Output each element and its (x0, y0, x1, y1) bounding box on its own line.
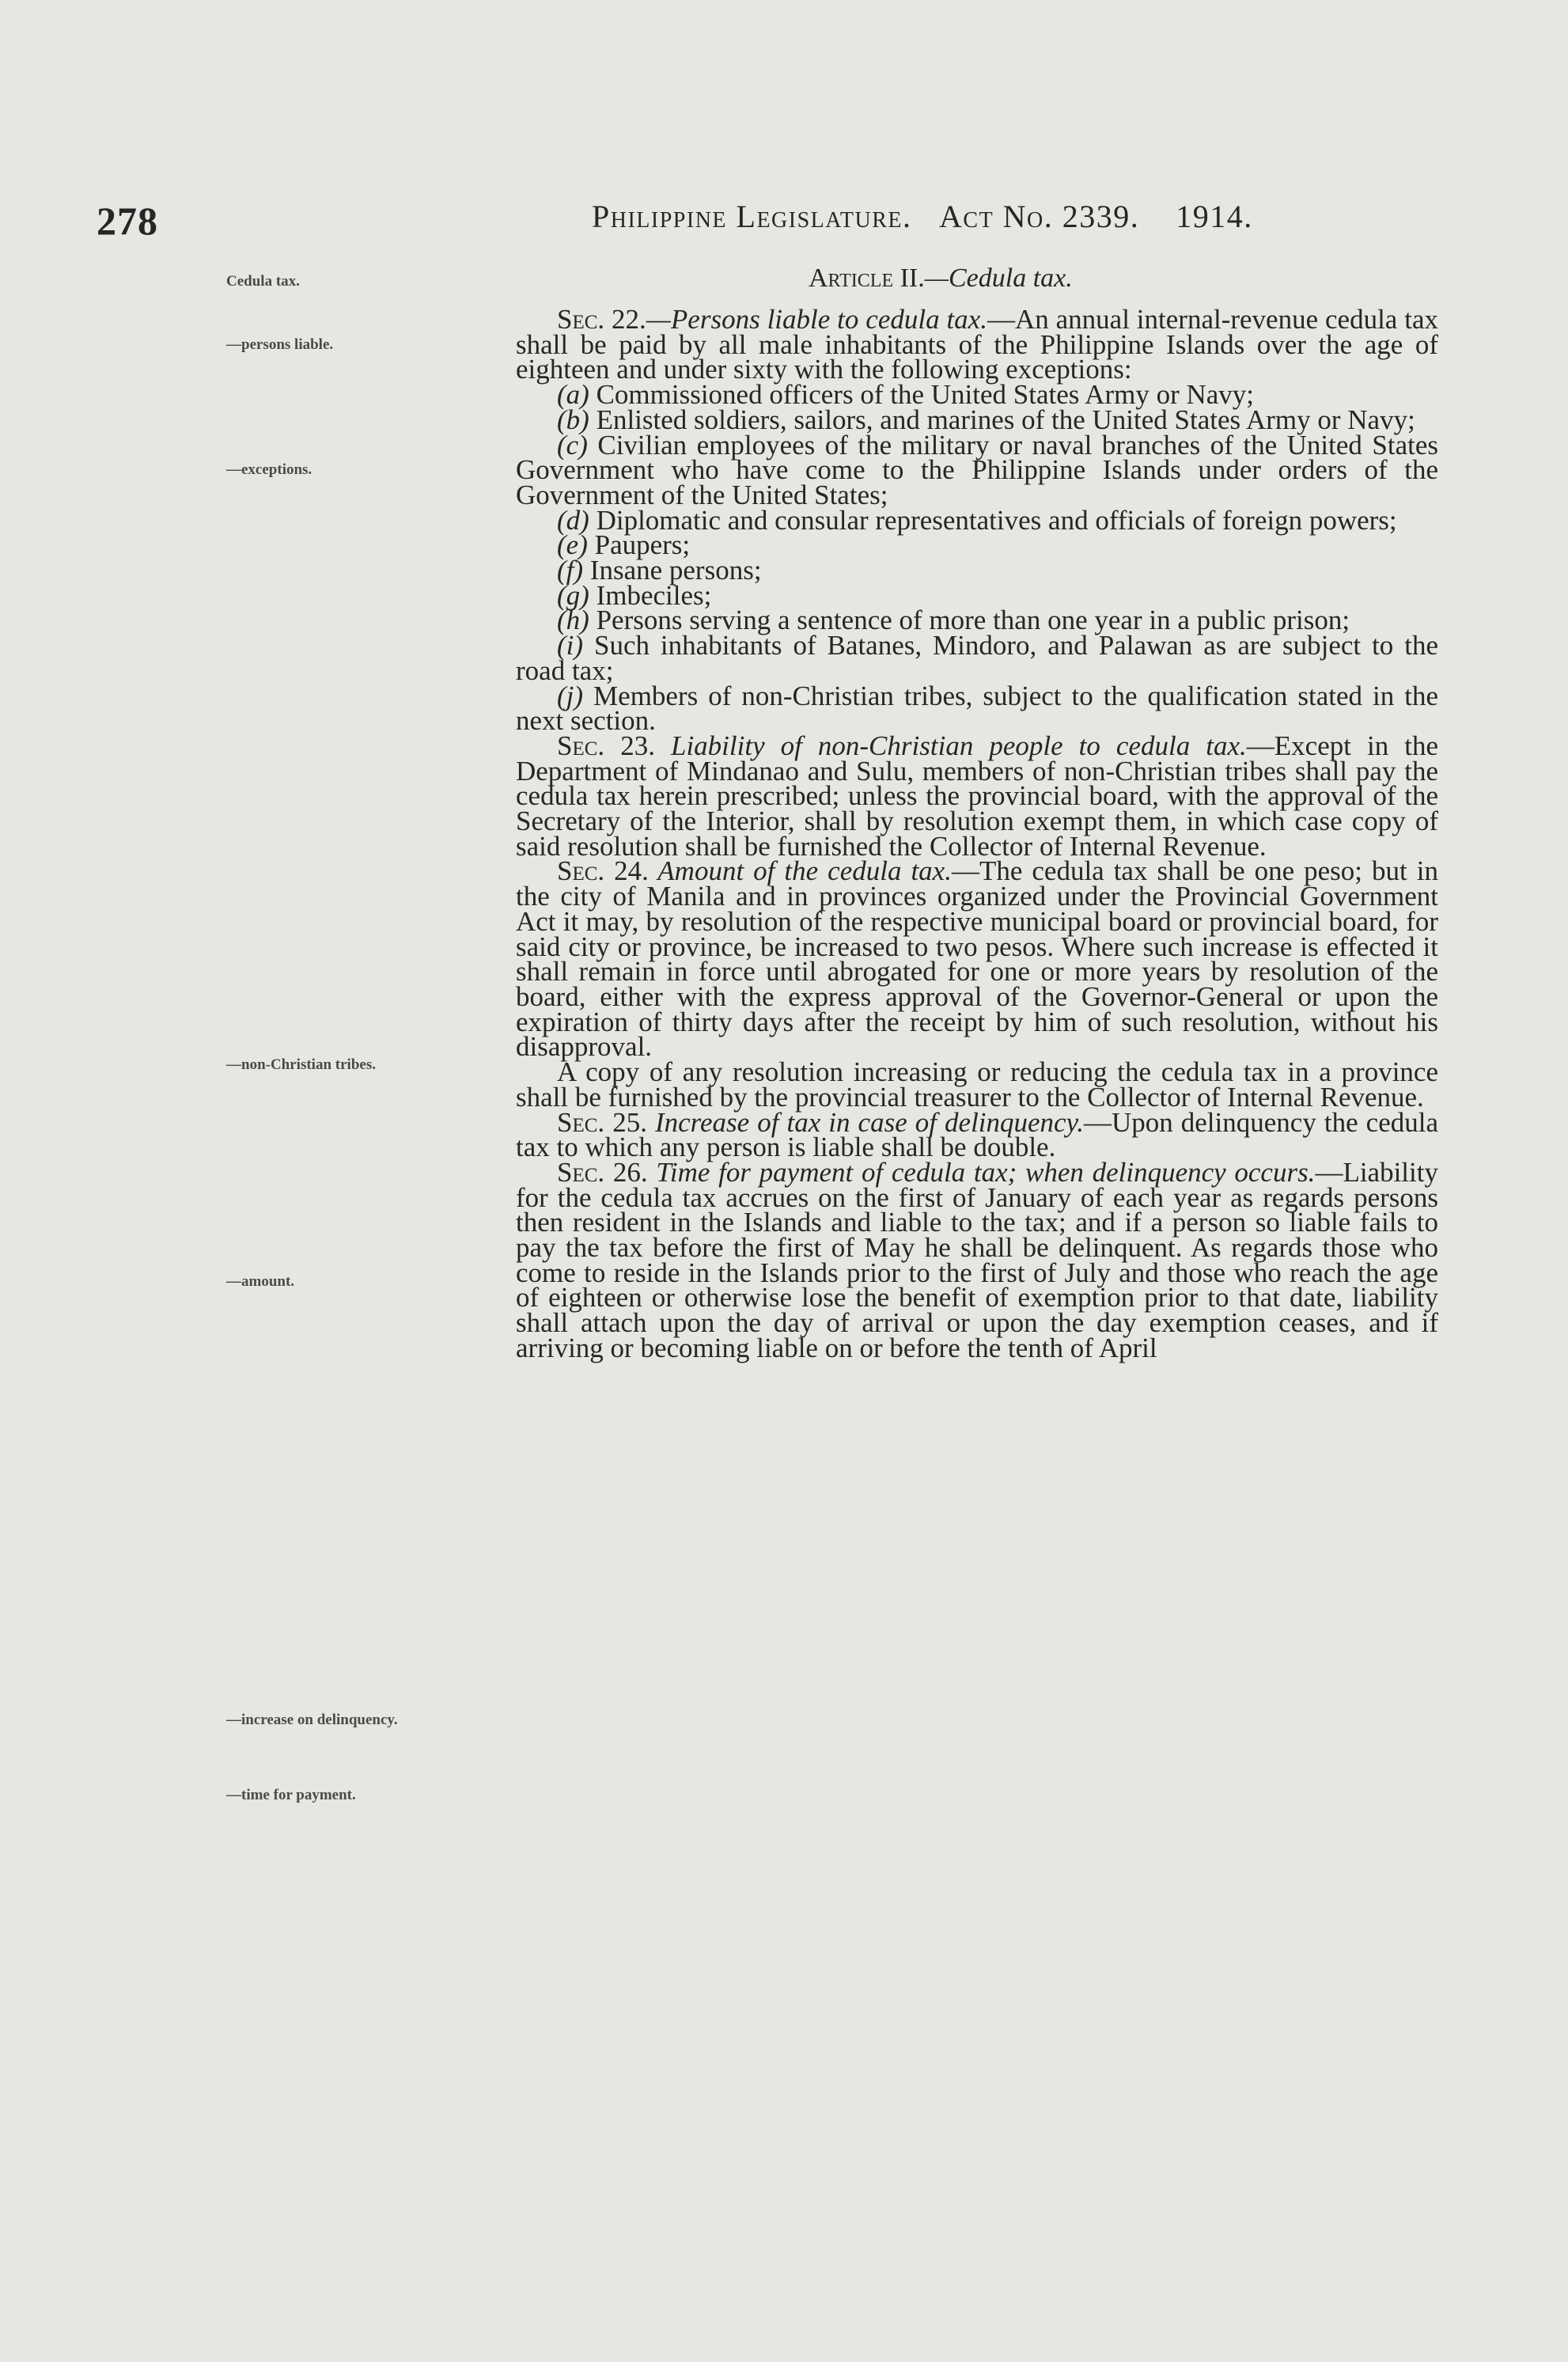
item-label: (e) (557, 529, 588, 561)
paragraph (516, 1156, 1438, 1363)
running-head (592, 198, 1383, 235)
paragraph-text: Such inhabitants of Batanes, Mindoro, and Palawan as are subject to the road tax; (516, 630, 1438, 686)
item-label: (h) (557, 605, 589, 636)
paragraph (516, 855, 1438, 1063)
margin-note: —exceptions. (226, 461, 312, 478)
paragraph (516, 1056, 1438, 1113)
section-number: Sec. 24. (557, 855, 649, 887)
paragraph-text: Persons serving a sentence of more than one year in a public prison; (589, 605, 1350, 636)
item-label: (j) (557, 680, 584, 711)
paragraph-text: Imbeciles; (589, 579, 712, 611)
paragraph (516, 680, 1438, 737)
margin-note: —non-Christian tribes. (226, 1056, 376, 1073)
act-year: 1914. (1176, 199, 1253, 234)
item-label: (b) (557, 404, 589, 435)
item-label: (f) (557, 555, 584, 586)
section-number: Sec. 22. (557, 304, 646, 335)
body-text (516, 304, 1439, 1363)
paragraph-text: —Except in the Department of Mindanao and Sulu, members of non-Christian tribes shall pay the cedula tax herein prescribed; unless the provincial board, with the approval of the Secretary of the Interior, shall by resolution exempt them, in which case copy of said resolution shall be furnished the Collector of Internal Revenue. (516, 730, 1439, 862)
margin-note: —persons liable. (226, 336, 334, 353)
article-label: Article II. (809, 263, 925, 293)
paragraph (516, 1106, 1438, 1163)
paragraph-text: Civilian employees of the military or naval branches of the United States Government who have come to the Philippine Islands under orders of the Government of the United States; (516, 429, 1438, 510)
paragraph (516, 429, 1438, 510)
paragraph-text: Paupers; (587, 529, 691, 561)
paragraph-text: —Upon delinquency the cedula tax to which any person is liable shall be double. (516, 1106, 1438, 1163)
paragraph-text: —An annual internal-revenue cedula tax shall be paid by all male inhabitants of the Philippine Islands over the age of eighteen and under sixty with the following exceptions: (516, 304, 1438, 385)
item-label: (d) (557, 504, 589, 536)
paragraph-text: —Liability for the cedula tax accrues on the first of January of each year as regards persons then resident in the Islands and liable to the tax; and if a person so liable fails to pay the tax before the first of May he shall be delinquent. As regards those who come to reside in the Islands prior to the first of July and those who reach the age of eighteen or otherwise lose the benefit of exemption prior to that date, liability shall attach upon the day of arrival or upon the day exemption ceases, and if arriving or becoming liable on or before the tenth of April (516, 1156, 1438, 1363)
paragraph-text: Enlisted soldiers, sailors, and marines of the United States Army or Navy; (589, 404, 1415, 435)
section-number: Sec. 23. (557, 730, 655, 761)
section-title: Time for payment of cedula tax; when delinquency occurs. (647, 1156, 1316, 1188)
paragraph-text: Diplomatic and consular representatives and officials of foreign powers; (589, 504, 1397, 536)
paragraph (516, 630, 1438, 686)
paragraph-text: —The cedula tax shall be one peso; but in the city of Manila and in provinces organized under the Provincial Government Act it may, by resolution of the respective municipal board or provincial board, for said city or province, be increased to two pesos. Where such increase is effected it shall remain in force until abrogated for one or more years by resolution of the board, either with the express approval of the Governor-General or upon the expiration of thirty days after the receipt by him of such resolution, without his disapproval. (516, 855, 1438, 1063)
margin-note: Cedula tax. (226, 273, 300, 290)
section-title: —Persons liable to cedula tax. (646, 304, 987, 335)
margin-note: —increase on delinquency. (226, 1712, 398, 1728)
paragraph-text: Members of non-Christian tribes, subject to the qualification stated in the next section. (516, 680, 1438, 737)
section-number: Sec. 25. (557, 1106, 647, 1138)
item-label: (i) (557, 630, 584, 662)
item-label: (g) (557, 579, 589, 611)
paragraph (516, 730, 1439, 862)
legislature-title: Philippine Legislature. (592, 199, 912, 234)
section-title: Amount of the cedula tax. (648, 855, 952, 887)
item-label: (c) (557, 429, 588, 461)
act-number: Act No. 2339. (939, 199, 1140, 234)
item-label: (a) (557, 379, 589, 411)
margin-note: —amount. (226, 1273, 295, 1290)
section-number: Sec. 26. (557, 1156, 648, 1188)
paragraph-text: A copy of any resolution increasing or reducing the cedula tax in a province shall be furnished by the provincial treasurer to the Collector of Internal Revenue. (516, 1056, 1438, 1113)
paragraph-text: Insane persons; (583, 555, 762, 586)
paragraph (516, 304, 1438, 385)
section-title: Liability of non-Christian people to cedula tax. (654, 730, 1247, 761)
page-number: 278 (97, 199, 158, 243)
margin-note: —time for payment. (226, 1787, 356, 1803)
margin-notes (0, 0, 506, 2362)
paragraph-text: Commissioned officers of the United States Army or Navy; (589, 379, 1255, 411)
article-title: —Cedula tax. (924, 263, 1073, 293)
article-heading (809, 263, 1073, 294)
section-title: Increase of tax in case of delinquency. (646, 1106, 1084, 1138)
